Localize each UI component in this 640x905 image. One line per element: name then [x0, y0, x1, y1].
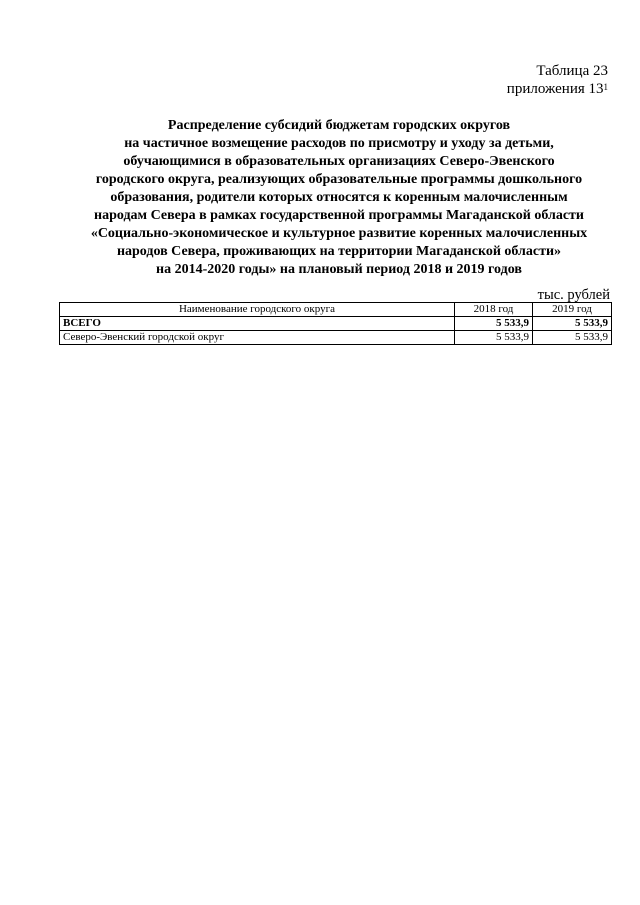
row-name: Северо-Эвенский городской округ — [60, 331, 455, 345]
column-header-2018: 2018 год — [455, 303, 533, 317]
title-line: обучающимися в образовательных организациях Северо-Эвенского — [123, 154, 555, 169]
appendix-superscript: 1 — [603, 82, 608, 92]
title-line: на 2014-2020 годы» на плановый период 2018 и 2019 годов — [156, 262, 522, 277]
title-line: Распределение субсидий бюджетам городских округов — [167, 118, 511, 133]
row-name: ВСЕГО — [60, 317, 455, 331]
title-line: народам Севера в рамках государственной программы Магаданской области — [94, 208, 584, 223]
title-line: на частичное возмещение расходов по присмотру и уходу за детьми, — [124, 136, 554, 151]
column-header-district: Наименование городского округа — [60, 303, 455, 317]
title-line: «Социально-экономическое и культурное развитие коренных малочисленных — [90, 226, 588, 241]
table-number: Таблица 23 — [536, 63, 608, 79]
appendix-reference — [308, 80, 608, 98]
table-row-total — [60, 317, 612, 331]
title-line: городского округа, реализующих образовательные программы дошкольного — [95, 172, 583, 187]
title-line: образования, родители которых относятся к коренным малочисленным — [110, 190, 568, 205]
document-title — [56, 117, 622, 279]
table-header-row — [60, 303, 612, 317]
table-row — [60, 331, 612, 345]
table-reference — [308, 62, 608, 98]
value-2019: 5 533,9 — [533, 331, 612, 345]
subsidy-table — [59, 302, 612, 345]
value-2019: 5 533,9 — [533, 317, 612, 331]
column-header-2019: 2019 год — [533, 303, 612, 317]
value-2018: 5 533,9 — [455, 317, 533, 331]
units-label: тыс. рублей — [537, 287, 610, 303]
value-2018: 5 533,9 — [455, 331, 533, 345]
title-line: народов Севера, проживающих на территории Магаданской области» — [116, 244, 562, 259]
appendix-text: приложения 13 — [506, 81, 604, 97]
